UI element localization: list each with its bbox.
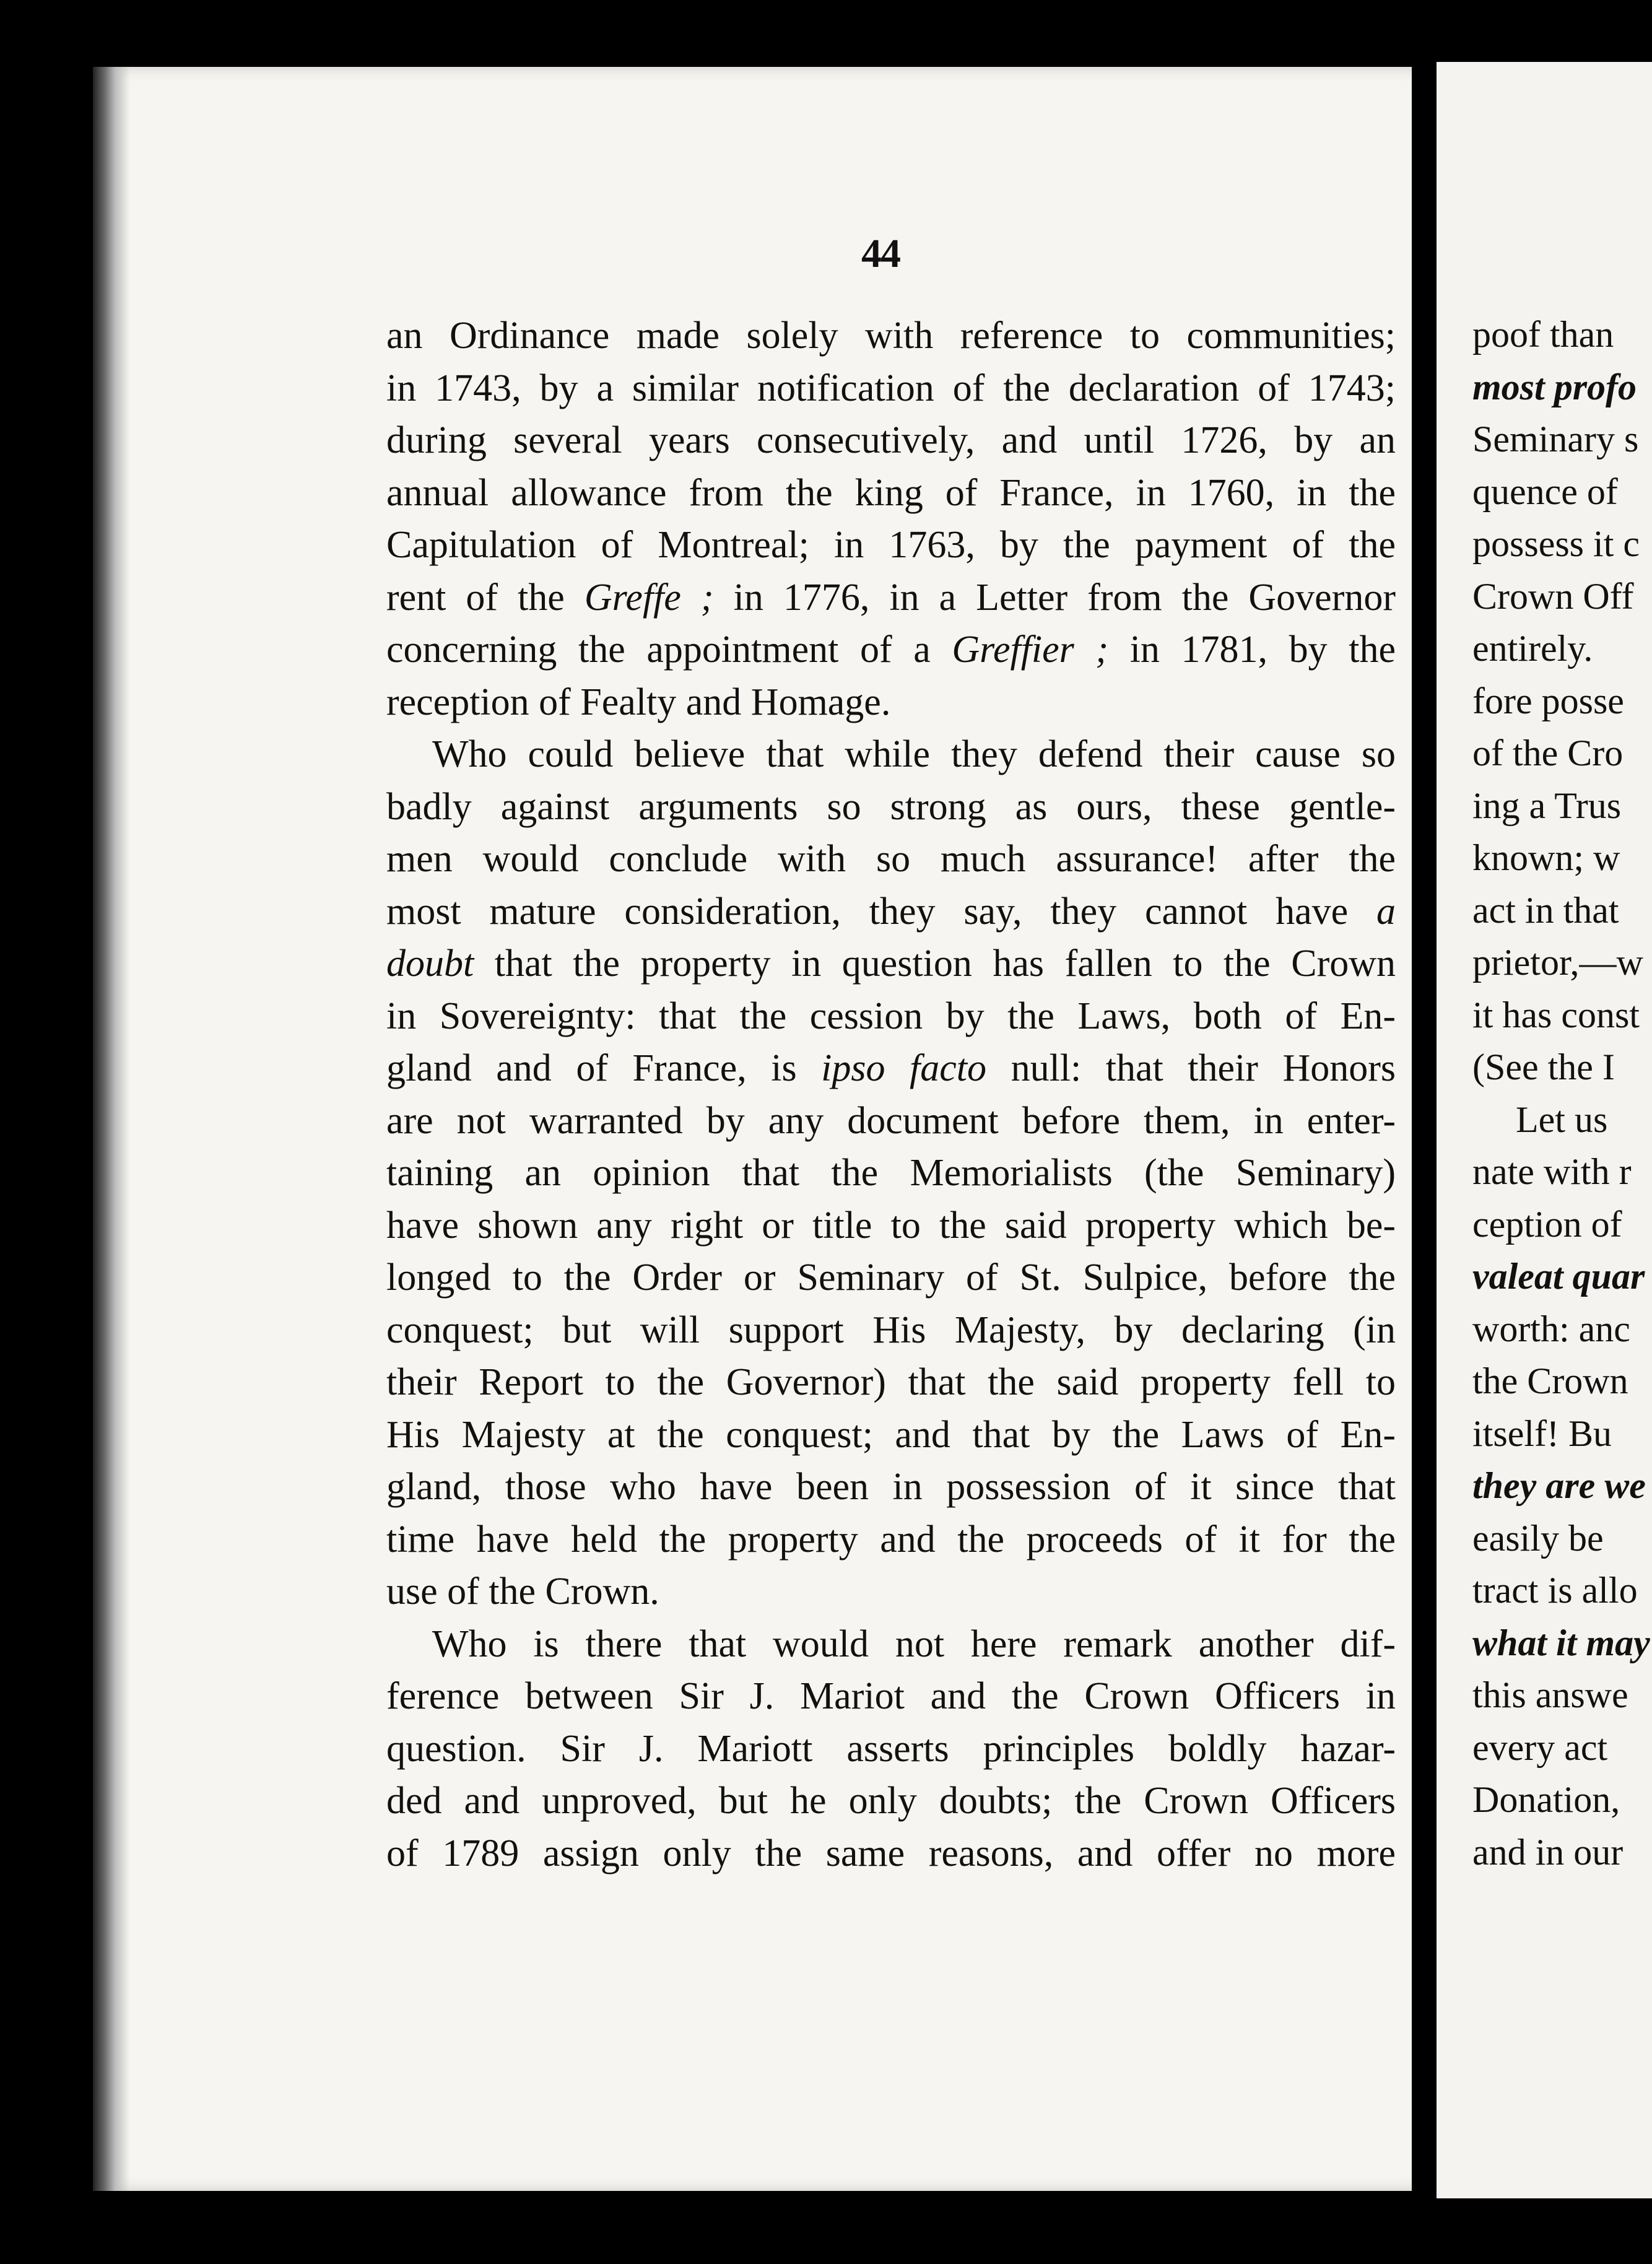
text-line: quence of	[1472, 471, 1618, 512]
text-segment: in 1781, by the	[1108, 629, 1396, 671]
text-line: most profo	[1472, 366, 1637, 407]
text-line: tract is allo	[1472, 1570, 1638, 1611]
text-line	[386, 467, 1396, 520]
text-segment: their Report to the Governor) that the said property fell to	[386, 1361, 1396, 1403]
text-segment: annual allowance from the king of France, in 1760, in the	[386, 471, 1396, 514]
text-line	[386, 1042, 1396, 1095]
text-line: of the Cro	[1472, 733, 1624, 773]
text-line	[386, 1356, 1396, 1409]
italic-text: doubt	[386, 943, 474, 985]
text-line: nate with r	[1472, 1151, 1632, 1192]
text-segment: taining an opinion that the Memorialists (the Seminary)	[386, 1152, 1396, 1194]
text-line	[386, 938, 1396, 990]
text-segment: longed to the Order or Seminary of St. Sulpice, before the	[386, 1256, 1396, 1299]
text-line: Crown Off	[1472, 575, 1634, 617]
text-line	[386, 1670, 1396, 1723]
text-line: Let us	[1516, 1099, 1608, 1140]
text-segment: ded and unproved, but he only doubts; the Crown Officers	[386, 1780, 1396, 1822]
text-line	[386, 990, 1396, 1043]
text-line	[386, 414, 1396, 467]
text-segment: in Sovereignty: that the cession by the Laws, both of En-	[386, 995, 1396, 1037]
text-segment: that the property in question has fallen to the Crown	[474, 943, 1396, 985]
text-line: and in our	[1472, 1831, 1624, 1873]
text-line	[386, 624, 1396, 676]
text-line	[386, 1618, 1396, 1671]
text-line	[386, 1199, 1396, 1252]
text-segment: ference between Sir J. Mariot and the Crown Officers in	[386, 1675, 1396, 1717]
text-line	[386, 1461, 1396, 1513]
text-line	[386, 310, 1396, 362]
text-line: fore posse	[1472, 680, 1624, 721]
italic-text: ipso facto	[821, 1047, 987, 1089]
text-segment: during several years consecutively, and until 1726, by an	[386, 419, 1396, 461]
text-line: what it may	[1472, 1622, 1650, 1663]
text-line: it has const	[1472, 994, 1640, 1035]
text-segment: use of the Crown.	[386, 1570, 659, 1613]
text-segment: in 1743, by a similar notification of the declaration of 1743;	[386, 367, 1396, 409]
text-segment: null: that their Honors	[986, 1047, 1396, 1089]
left-page-text	[386, 310, 1396, 1879]
text-line	[386, 1304, 1396, 1357]
italic-text: Greffe ;	[584, 576, 714, 619]
text-line: poof than	[1472, 314, 1614, 355]
text-segment: in 1776, in a Letter from the Governor	[713, 576, 1396, 619]
text-segment: conquest; but will support His Majesty, by declaring (in	[386, 1308, 1396, 1351]
text-segment: rent of the	[386, 576, 585, 619]
text-line	[386, 833, 1396, 886]
right-page-text	[1472, 308, 1652, 1878]
text-line: easily be	[1472, 1517, 1604, 1559]
page-gutter	[1412, 37, 1437, 2242]
text-line: possess it c	[1472, 523, 1640, 564]
text-line	[386, 676, 1396, 729]
text-line: entirely.	[1472, 628, 1593, 669]
text-line	[386, 886, 1396, 938]
text-segment: concerning the appointment of a	[386, 629, 952, 671]
italic-text: a	[1376, 890, 1396, 933]
text-line	[386, 1147, 1396, 1199]
text-line	[386, 572, 1396, 624]
text-line: they are we	[1472, 1465, 1646, 1506]
text-line	[386, 781, 1396, 834]
text-segment: Who is there that would not here remark another dif-	[432, 1622, 1396, 1665]
text-line	[386, 1723, 1396, 1775]
text-line	[386, 1827, 1396, 1880]
text-line	[386, 362, 1396, 415]
text-segment: an Ordinance made solely with reference to communities;	[386, 315, 1396, 357]
text-line: Donation,	[1472, 1779, 1620, 1820]
text-segment: most mature consideration, they say, they cannot have	[386, 890, 1376, 933]
text-line: ing a Trus	[1472, 785, 1622, 826]
text-line: Seminary s	[1472, 419, 1639, 459]
text-line: act in that	[1472, 889, 1619, 931]
text-line: every act	[1472, 1726, 1608, 1768]
text-segment: have shown any right or title to the said property which be-	[386, 1204, 1396, 1247]
text-segment: reception of Fealty and Homage.	[386, 681, 891, 723]
text-line	[386, 1775, 1396, 1827]
text-line	[386, 1513, 1396, 1566]
text-segment: badly against arguments so strong as ours, these gentle-	[386, 785, 1396, 828]
text-line: this answe	[1472, 1674, 1628, 1715]
text-line: valeat quar	[1472, 1256, 1645, 1297]
text-line: worth: anc	[1472, 1308, 1630, 1349]
text-line	[386, 1409, 1396, 1461]
text-segment: question. Sir J. Mariott asserts principles boldly hazar-	[386, 1727, 1396, 1770]
text-line	[386, 1565, 1396, 1618]
text-segment: of 1789 assign only the same reasons, and offer no more	[386, 1832, 1396, 1874]
text-segment: Capitulation of Montreal; in 1763, by the payment of the	[386, 524, 1396, 566]
text-line: itself! Bu	[1472, 1413, 1612, 1454]
text-segment: gland, those who have been in possession of it since that	[386, 1466, 1396, 1508]
text-segment: gland and of France, is	[386, 1047, 822, 1089]
page-binding-shadow	[93, 67, 130, 2191]
text-segment: time have held the property and the proceeds of it for the	[386, 1518, 1396, 1561]
text-line	[386, 1252, 1396, 1304]
italic-text: Greffier ;	[952, 629, 1109, 671]
text-line: prietor,—w	[1472, 942, 1643, 983]
text-segment: men would conclude with so much assurance! after the	[386, 838, 1396, 880]
text-line: ception of	[1472, 1203, 1622, 1245]
text-line	[386, 519, 1396, 572]
page-number: 44	[861, 231, 900, 276]
text-line: known; w	[1472, 837, 1620, 878]
text-segment: are not warranted by any document before them, in enter-	[386, 1099, 1396, 1142]
text-segment: His Majesty at the conquest; and that by the Laws of En-	[386, 1413, 1396, 1456]
text-line	[386, 1095, 1396, 1147]
text-line: the Crown	[1472, 1361, 1628, 1401]
text-line	[386, 728, 1396, 781]
text-segment: Who could believe that while they defend their cause so	[432, 733, 1396, 775]
text-line: (See the I	[1472, 1047, 1615, 1087]
